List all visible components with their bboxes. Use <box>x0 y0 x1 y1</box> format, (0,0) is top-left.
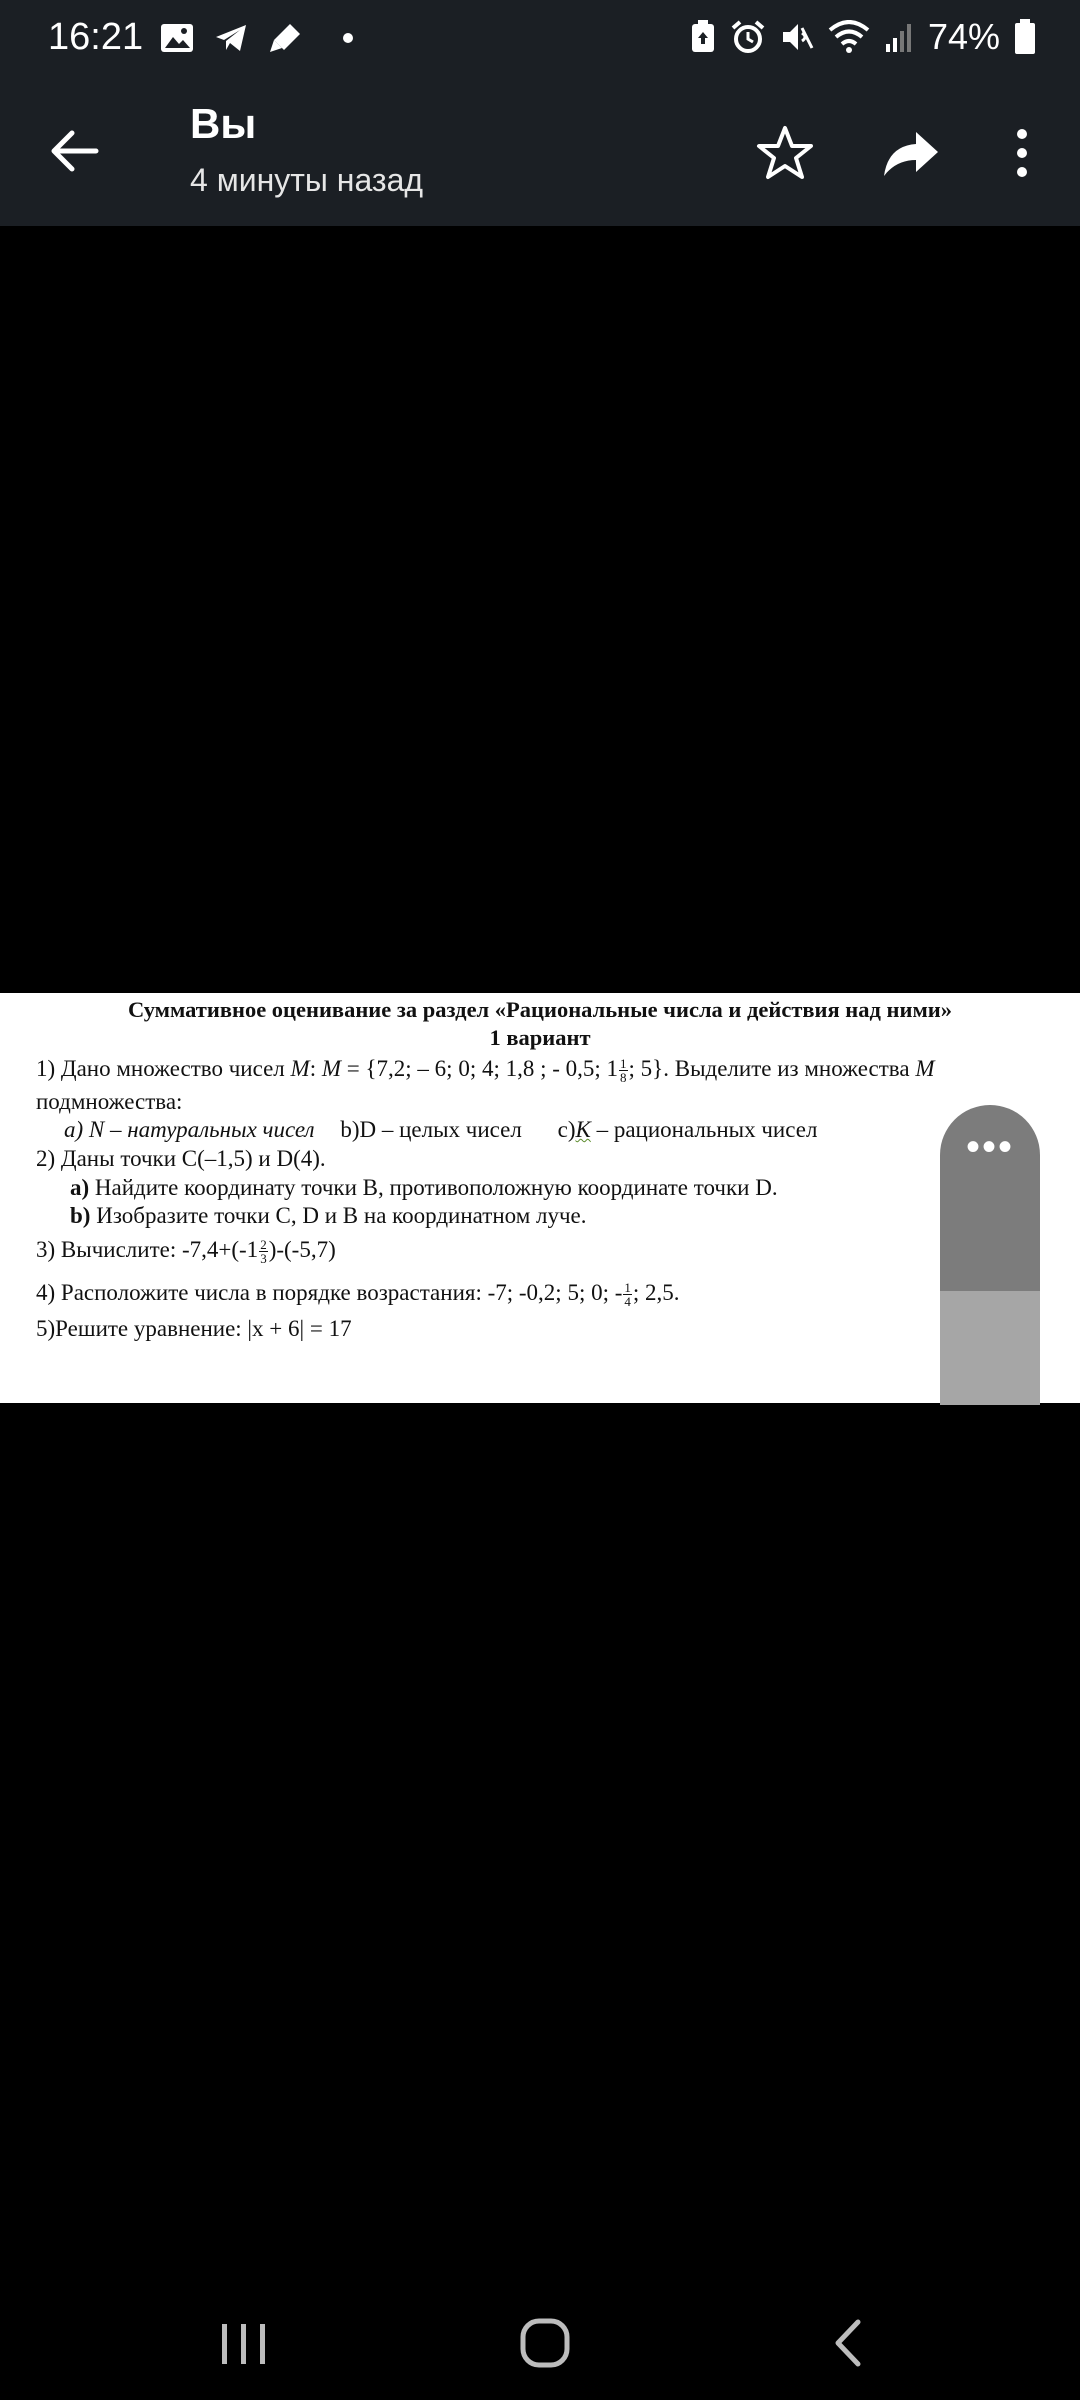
dot-icon <box>340 30 356 46</box>
telegram-icon <box>214 23 248 53</box>
question-1: 1) Дано множество чисел M: M = {7,2; – 6; 0; 4; 1,8 ; - 0,5; 1 $\frac{1}{8}$ ; 5}. Выделите из множества M <box>36 1056 935 1086</box>
question-5: 5)Решите уравнение: |x + 6| = 17 <box>36 1316 352 1341</box>
fraction: $\frac{1}{4}$ <box>624 1280 631 1310</box>
battery-percentage: 74% <box>927 16 1000 57</box>
question-4: 4) Расположите числа в порядке возрастания: -7; -0,2; 5; 0; - $\frac{1}{4}$ ; 2,5. <box>36 1280 680 1310</box>
brush-icon <box>268 22 302 54</box>
status-bar <box>0 0 1080 80</box>
signal-icon <box>884 20 914 54</box>
question-3: 3) Вычислите: -7,4+(-1 $\frac{2}{3}$ )-(-5,7) <box>36 1237 336 1267</box>
question-2: 2) Даны точки C(–1,5) и D(4). <box>36 1146 326 1171</box>
navigation-bar <box>0 2280 1080 2400</box>
fraction: $\frac{2}{3}$ <box>260 1237 267 1267</box>
back-icon[interactable] <box>808 2308 888 2378</box>
recents-icon[interactable] <box>204 2308 284 2378</box>
alarm-icon <box>730 20 766 54</box>
question-1-options: a) N – натуральных чисел b)D – целых чисел c)K – рациональных чисел <box>64 1117 818 1142</box>
home-icon[interactable] <box>505 2308 585 2378</box>
document-title: Суммативное оценивание за раздел «Рациональные числа и действия над ними» <box>128 997 952 1022</box>
notification-icons <box>160 22 356 54</box>
document-image <box>0 993 1080 1403</box>
battery-saver-icon <box>690 20 716 54</box>
star-icon[interactable] <box>750 118 820 188</box>
fast-scroll-thumb[interactable] <box>940 1105 1040 1405</box>
more-dots-icon: ••• <box>965 1125 1014 1169</box>
question-2a: a) Найдите координату точки B, противоположную координате точки D. <box>70 1175 778 1200</box>
app-bar <box>0 80 1080 226</box>
question-2b: b) Изобразите точки C, D и B на координатном луче. <box>70 1203 587 1228</box>
sender-title: Вы <box>190 100 257 147</box>
mute-icon <box>780 20 814 54</box>
question-1-line-2: подмножества: <box>36 1089 183 1114</box>
wifi-icon <box>828 20 870 54</box>
back-arrow-icon[interactable] <box>40 116 110 186</box>
timestamp-subtitle: 4 минуты назад <box>190 162 424 198</box>
battery-icon <box>1014 19 1036 55</box>
more-icon[interactable] <box>990 118 1060 188</box>
share-icon[interactable] <box>876 118 946 188</box>
gallery-icon <box>160 23 194 53</box>
system-indicators <box>690 16 1036 58</box>
fraction: $\frac{1}{8}$ <box>620 1056 627 1086</box>
document-variant: 1 вариант <box>489 1025 591 1050</box>
status-time: 16:21 <box>48 16 144 58</box>
